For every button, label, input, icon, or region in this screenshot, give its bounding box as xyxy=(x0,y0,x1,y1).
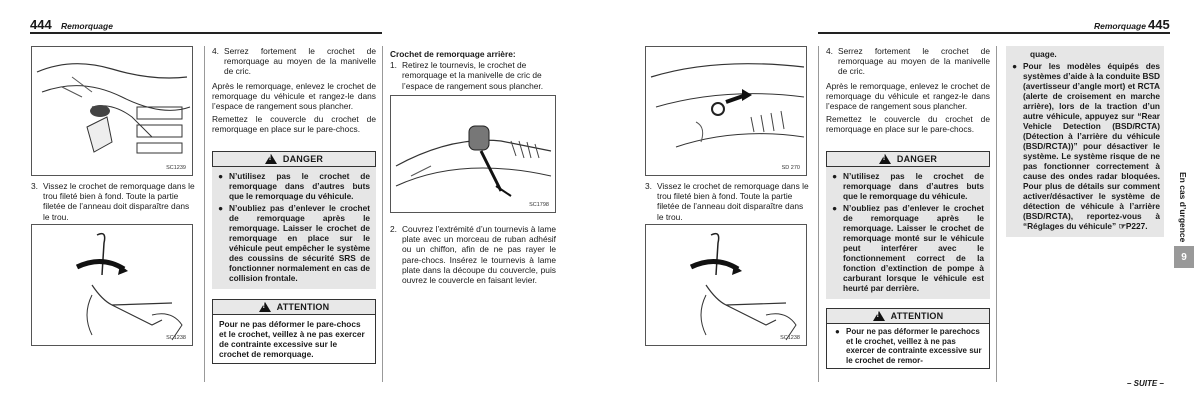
left-fig1-code: SC1239 xyxy=(166,165,186,171)
right-figure-1 xyxy=(645,46,807,176)
bsd-rcta-text: Pour les modèles équipés des systèmes d’aide à la conduite BSD (avertisseur d’angle mort) et RCTA (alerte de croisement en marche arrière), lors de la traction d’un autre véhicule, appuyez sur “Rear Vehicle Detection (BSD/RCTA) (Détection à l’arrière du véhicule (BSD/RCTA))” pour désactiver le système. Le système risque de ne pas fonctionner correctement à cause des ondes radar bloquées. Pour plus de détails sur comment activer/désactiver le système de détection de véhicule à l’arrière (BSD/RCTA), reportez-vous à “Réglages du véhicule” ☞P227. xyxy=(1023,61,1160,231)
left-column-3-text xyxy=(390,49,556,91)
right-attention-item: ● Pour ne pas déformer le parechocs et le crochet, veillez à ne pas exercer de contrainte excessive sur le crochet de remor- xyxy=(835,327,982,365)
right-attention-label: ATTENTION xyxy=(890,311,944,321)
bullet-icon: ● xyxy=(832,203,838,213)
right-column-3 xyxy=(1006,46,1164,237)
left-fig3-code: SC1798 xyxy=(529,202,549,208)
left-figure-3 xyxy=(390,95,556,213)
bsd-rcta-item xyxy=(1010,61,1160,231)
right-step3 xyxy=(645,181,809,222)
left-column-2-text xyxy=(212,46,376,138)
left-para-replace-cover: Remettez le couvercle du crochet de remorquage en place sur le pare-chocs. xyxy=(212,114,376,135)
bullet-icon: ● xyxy=(1012,61,1018,71)
left-danger-item: ● N’oubliez pas d’enlever le crochet de remorquage après le remorquage. Laisser le crochet de remorquage en place sur le véhicule peut empêcher le système des coussins de sécurité SRS de fonctionner normalement en cas de collision frontale. xyxy=(218,203,370,283)
left-figure-2 xyxy=(31,224,193,346)
left-section-title: Remorquage xyxy=(61,21,113,31)
left-step3 xyxy=(31,181,195,222)
warning-triangle-icon xyxy=(879,154,891,164)
bullet-icon: ● xyxy=(832,171,838,181)
rear-step2 xyxy=(390,224,556,285)
right-danger-body xyxy=(826,167,990,299)
right-attention-header xyxy=(826,308,990,324)
left-step4-number: 4. xyxy=(212,46,219,56)
rear-bumper-cover-drawing xyxy=(391,96,556,213)
right-page-number: 445 xyxy=(1148,17,1170,32)
bullet-icon: ● xyxy=(218,203,224,213)
right-attention-box xyxy=(826,308,990,369)
front-bumper-drawing xyxy=(32,47,193,176)
right-danger-label: DANGER xyxy=(896,154,938,164)
rear-step1-text: Retirez le tournevis, le crochet de remorquage et la manivelle de cric de l’espace de rangement sous plancher. xyxy=(402,60,544,91)
rear-step2-number: 2. xyxy=(390,224,397,234)
right-column-divider-1 xyxy=(818,46,819,382)
right-column-2-text xyxy=(826,46,990,138)
right-danger-item: ● N’utilisez pas le crochet de remorquage dans d’autres buts que le remorquage du véhicule. xyxy=(832,171,984,201)
left-attention-label: ATTENTION xyxy=(276,302,330,312)
right-para-replace-cover: Remettez le couvercle du crochet de remorquage en place sur le pare-chocs. xyxy=(826,114,990,135)
left-attention-box xyxy=(212,299,376,364)
bullet-icon: ● xyxy=(218,171,224,181)
left-attention-header xyxy=(212,299,376,315)
left-column-divider-1 xyxy=(204,46,205,382)
left-header-rule xyxy=(30,32,382,34)
right-para-after-towing: Après le remorquage, enlevez le crochet de remorquage du véhicule et rangez-le dans l’espace de rangement sous plancher. xyxy=(826,80,990,112)
left-column-divider-2 xyxy=(382,46,383,382)
chapter-side-label: En cas d’urgence xyxy=(1178,172,1188,243)
chapter-number-tab: 9 xyxy=(1174,246,1194,268)
right-column-divider-2 xyxy=(996,46,997,382)
caution-triangle-icon xyxy=(259,302,271,312)
left-danger-body xyxy=(212,167,376,289)
left-figure-1 xyxy=(31,46,193,176)
right-section-title: Remorquage xyxy=(1094,21,1146,31)
rear-hook-install-drawing xyxy=(646,47,807,176)
bullet-icon: ● xyxy=(835,327,840,336)
left-para-after-towing: Après le remorquage, enlevez le crochet de remorquage du véhicule et rangez-le dans l’espace de rangement sous plancher. xyxy=(212,80,376,112)
right-attention-body xyxy=(826,324,990,369)
right-hook-wrench-drawing xyxy=(646,225,807,346)
right-fig2-code: SC1238 xyxy=(780,335,800,341)
right-step3-number: 3. xyxy=(645,181,652,191)
right-danger-box xyxy=(826,151,990,299)
left-step3-number: 3. xyxy=(31,181,38,191)
left-danger-box xyxy=(212,151,376,289)
rear-step1-number: 1. xyxy=(390,60,397,71)
left-danger-header xyxy=(212,151,376,167)
right-danger-item: ● N’oubliez pas d’enlever le crochet de remorquage après le remorquage. Laisser le crochet de remorquage monté sur le véhicule peut interférer avec le fonctionnement correct de la fonction d’extinction de pompe à carburant lorsque le véhicule est heurté par derrière. xyxy=(832,203,984,293)
right-step4-number: 4. xyxy=(826,46,833,56)
left-fig2-code: SC1238 xyxy=(166,335,186,341)
continued-label: – SUITE – xyxy=(1127,379,1164,388)
right-danger-header xyxy=(826,151,990,167)
left-attention-text: Pour ne pas déformer le pare-chocs et le crochet, veillez à ne pas exercer de contrainte excessive sur le crochet de remorquage. xyxy=(212,315,376,364)
right-fig1-code: SD 270 xyxy=(781,165,800,171)
right-figure-2 xyxy=(645,224,807,346)
left-page-number: 444 xyxy=(30,17,52,32)
left-step3-text: Vissez le crochet de remorquage dans le trou fileté bien à fond. Toute la partie filetée de l’anneau doit disparaître dans le trou. xyxy=(43,181,195,222)
left-danger-label: DANGER xyxy=(282,154,324,164)
rear-step2-text: Couvrez l’extrémité d’un tournevis à lame plate avec un morceau de ruban adhésif ou un chiffon, afin de ne pas rayer le pare-chocs. Insérez le tournevis à lame plate dans la découpe du couvercle, puis ouvrez le couvercle en faisant levier. xyxy=(402,224,556,286)
right-step3-text: Vissez le crochet de remorquage dans le trou fileté bien à fond. Toute la partie filetée de l’anneau doit disparaître dans le trou. xyxy=(657,181,809,222)
hook-wrench-drawing xyxy=(32,225,193,346)
right-step4-text: Serrez fortement le crochet de remorquage au moyen de la manivelle de cric. xyxy=(838,46,990,77)
rear-hook-heading: Crochet de remorquage arrière: xyxy=(390,49,516,59)
left-step4-text: Serrez fortement le crochet de remorquage au moyen de la manivelle de cric. xyxy=(224,46,376,77)
right-header-rule xyxy=(818,32,1170,34)
left-danger-item: ● N’utilisez pas le crochet de remorquage dans d’autres buts que le remorquage du véhicule. xyxy=(218,171,370,201)
caution-triangle-icon xyxy=(873,311,885,321)
attention-continued-text: quage. xyxy=(1030,49,1057,59)
warning-triangle-icon xyxy=(265,154,277,164)
